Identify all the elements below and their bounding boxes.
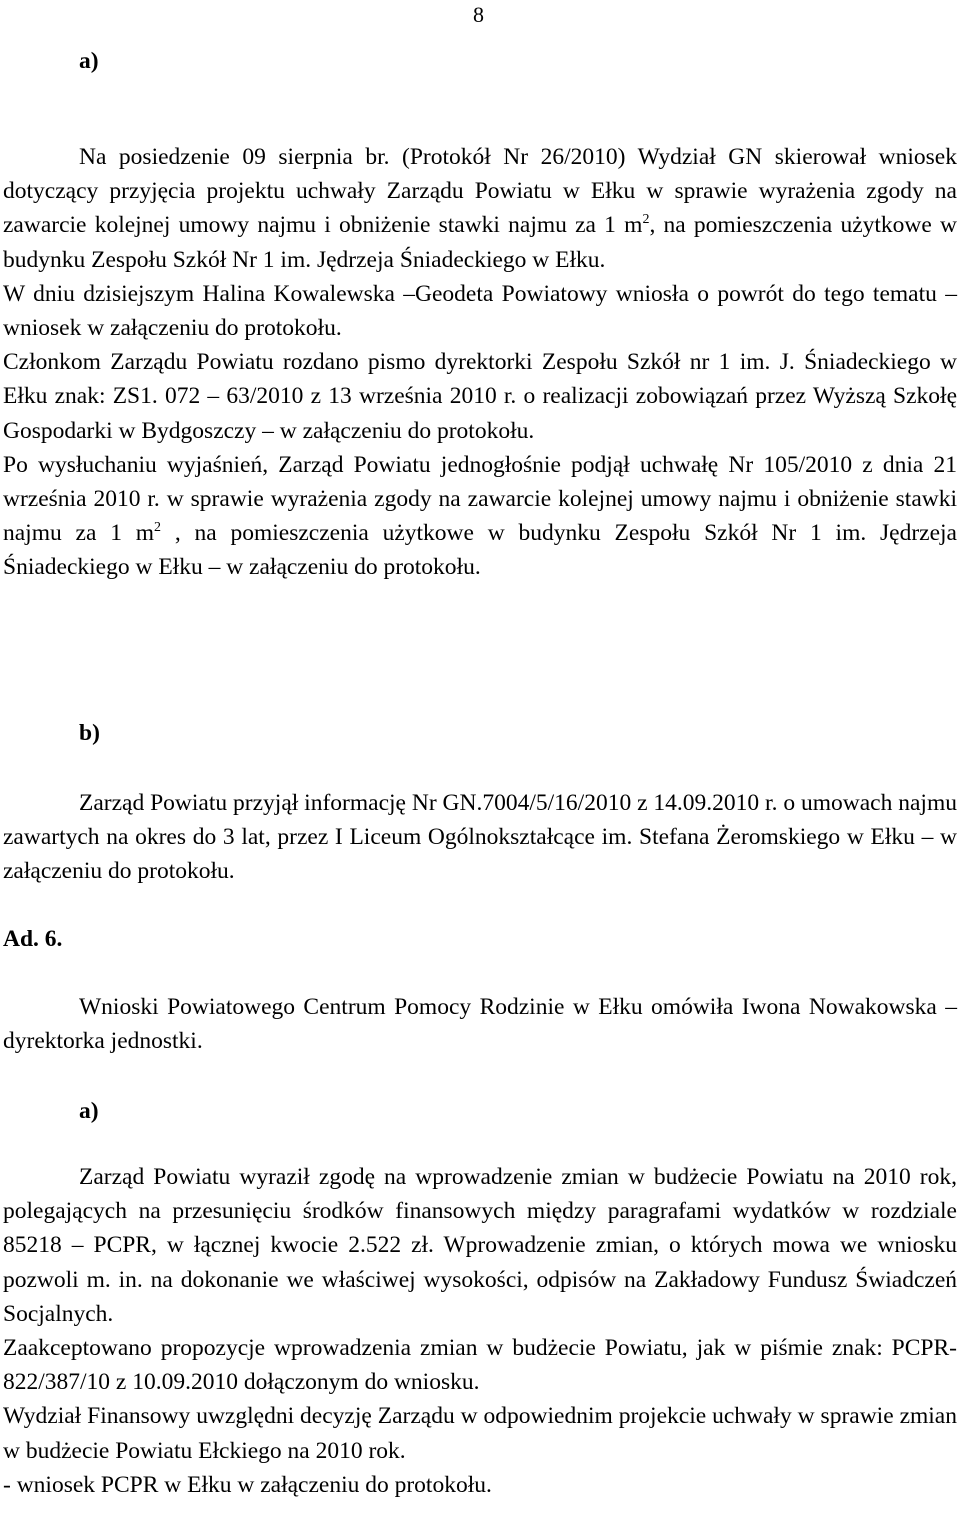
section-a1-label: a)	[79, 48, 99, 74]
section-a2-body	[3, 1160, 957, 1502]
paragraph-director-letter: Członkom Zarządu Powiatu rozdano pismo dyrektorki Zespołu Szkół nr 1 im. J. Śniadeckiego w Ełku znak: ZS1. 072 – 63/2010 z 13 września 2010 r. o realizacji zobowiązań przez Wyższą Szkołę Gospodarki w Bydgoszczy – w załączeniu do protokołu.	[3, 349, 957, 444]
paragraph-motion-history: Na posiedzenie 09 sierpnia br. (Protokół Nr 26/2010) Wydział GN skierował wniosek dotyczący przyjęcia projektu uchwały Zarządu Powiatu w Ełku w sprawie wyrażenia zgody na zawarcie kolejnej umowy najmu i obniżenie stawki najmu za 1 $m^2$, na pomieszczenia użytkowe w budynku Zespołu Szkół Nr 1 im. Jędrzeja Śniadeckiego w Ełku.	[3, 144, 958, 273]
ad6-heading: Ad. 6.	[3, 926, 63, 952]
paragraph-budget-change: Zarząd Powiatu wyraził zgodę na wprowadzenie zmian w budżecie Powiatu na 2010 rok, polegających na przesunięciu środków finansowych między paragrafami wydatków w rozdziale 85218 – PCPR, w łącznej kwocie 2.522 zł. Wprowadzenie zmian, o których mowa we wniosku pozwoli m. in. na dokonanie we właściwej wysokości, odpisów na Zakładowy Fundusz Świadczeń Socjalnych.	[3, 1164, 957, 1327]
section-b-label: b)	[79, 720, 100, 746]
paragraph-rental-info: Zarząd Powiatu przyjął informację Nr GN.7004/5/16/2010 z 14.09.2010 r. o umowach najmu zawartych na okres do 3 lat, przez I Liceum Ogólnokształcące im. Stefana Żeromskiego w Ełku – w załączeniu do protokołu.	[3, 790, 957, 885]
section-a2-label: a)	[79, 1098, 99, 1124]
section-a1-body	[3, 140, 957, 585]
paragraph-geodeta-request: W dniu dzisiejszym Halina Kowalewska –Geodeta Powiatowy wniosła o powrót do tego tematu – wniosek w załączeniu do protokołu.	[3, 280, 957, 342]
paragraph-resolution: Po wysłuchaniu wyjaśnień, Zarząd Powiatu jednogłośnie podjął uchwałę Nr 105/2010 z dnia 21 września 2010 r. w sprawie wyrażenia zgody na zawarcie kolejnej umowy najmu i obniżenie stawki najmu za 1 $m^2$ , na pomieszczenia użytkowe w budynku Zespołu Szkół Nr 1 im. Jędrzeja Śniadeckiego w Ełku – w załączeniu do protokołu.	[3, 451, 957, 581]
paragraph-accepted-proposals: Zaakceptowano propozycje wprowadzenia zmian w budżecie Powiatu, jak w piśmie znak: PCPR-822/387/10 z 10.09.2010 dołączonym do wniosku.	[3, 1335, 957, 1396]
section-b-body	[3, 786, 957, 889]
paragraph-pcpr-motions: Wnioski Powiatowego Centrum Pomocy Rodzinie w Ełku omówiła Iwona Nowakowska – dyrektorka jednostki.	[3, 994, 957, 1055]
page-number: 8	[473, 2, 484, 27]
paragraph-finance-dept: Wydział Finansowy uwzględni decyzję Zarządu w odpowiednim projekcie uchwały w sprawie zmian w budżecie Powiatu Ełckiego na 2010 rok.	[3, 1403, 957, 1464]
paragraph-attachment-note: - wniosek PCPR w Ełku w załączeniu do protokołu.	[3, 1471, 492, 1498]
ad6-body	[3, 990, 957, 1058]
